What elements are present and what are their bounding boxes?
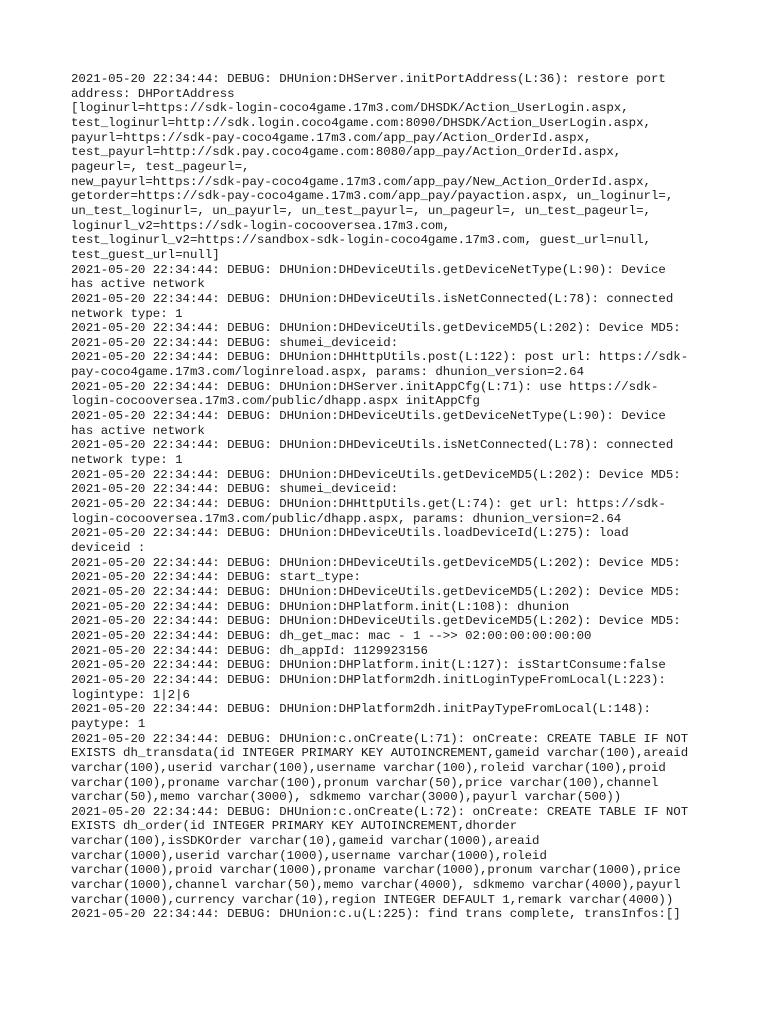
- log-line: 2021-05-20 22:34:44: DEBUG: DHUnion:DHPlatform2dh.initPayTypeFromLocal(L:148):: [71, 702, 651, 717]
- log-line: un_test_loginurl=, un_payurl=, un_test_payurl=, un_pageurl=, un_test_pageurl=,: [71, 203, 651, 218]
- log-line: test_loginurl_v2=https://sandbox-sdk-login-coco4game.17m3.com, guest_url=null,: [71, 233, 651, 248]
- log-line: 2021-05-20 22:34:44: DEBUG: DHUnion:c.onCreate(L:71): onCreate: CREATE TABLE IF NOT: [71, 731, 689, 746]
- log-line: 2021-05-20 22:34:44: DEBUG: DHUnion:DHDeviceUtils.getDeviceMD5(L:202): Device MD5:: [71, 321, 681, 336]
- log-line: 2021-05-20 22:34:44: DEBUG: DHUnion:DHPlatform.init(L:127): isStartConsume:false: [71, 658, 666, 673]
- log-line: [loginurl=https://sdk-login-coco4game.17m3.com/DHSDK/Action_UserLogin.aspx,: [71, 101, 629, 116]
- log-line: has active network: [71, 277, 205, 292]
- log-line: logintype: 1|2|6: [71, 687, 190, 702]
- log-line: 2021-05-20 22:34:44: DEBUG: dh_get_mac: mac - 1 -->> 02:00:00:00:00:00: [71, 628, 592, 643]
- log-line: 2021-05-20 22:34:44: DEBUG: DHUnion:c.u(L:225): find trans complete, transInfos:[]: [71, 907, 681, 922]
- log-line: EXISTS dh_transdata(id INTEGER PRIMARY KEY AUTOINCREMENT,gameid varchar(100),areaid: [71, 746, 689, 761]
- log-line: payurl=https://sdk-pay-coco4game.17m3.com/app_pay/Action_OrderId.aspx,: [71, 130, 592, 145]
- log-line: 2021-05-20 22:34:44: DEBUG: DHUnion:DHPlatform.init(L:108): dhunion: [71, 599, 570, 614]
- log-line: 2021-05-20 22:34:44: DEBUG: DHUnion:DHDeviceUtils.loadDeviceId(L:275): load: [71, 526, 629, 541]
- log-line: deviceid :: [71, 541, 146, 555]
- log-line: 2021-05-20 22:34:44: DEBUG: shumei_deviceid:: [71, 482, 399, 497]
- log-line: varchar(1000),channel varchar(50),memo varchar(4000), sdkmemo varchar(4000),payurl: [71, 878, 681, 893]
- log-line: 2021-05-20 22:34:44: DEBUG: DHUnion:DHServer.initAppCfg(L:71): use https://sdk-: [71, 379, 659, 394]
- log-line: varchar(1000),currency varchar(10),region INTEGER DEFAULT 1,remark varchar(4000)): [71, 892, 674, 907]
- log-line: loginurl_v2=https://sdk-login-cocooversea.17m3.com,: [71, 218, 451, 233]
- log-line: 2021-05-20 22:34:44: DEBUG: DHUnion:DHServer.initPortAddress(L:36): restore port: [71, 72, 666, 86]
- log-line: pay-coco4game.17m3.com/loginreload.aspx, params: dhunion_version=2.64: [71, 365, 585, 380]
- log-line: test_guest_url=null]: [71, 247, 220, 262]
- log-line: varchar(1000),proid varchar(1000),proname varchar(1000),pronum varchar(1000),price: [71, 863, 681, 878]
- log-line: 2021-05-20 22:34:44: DEBUG: dh_appId: 1129923156: [71, 643, 428, 658]
- log-line: 2021-05-20 22:34:44: DEBUG: DHUnion:DHDeviceUtils.getDeviceMD5(L:202): Device MD5:: [71, 555, 681, 570]
- log-line: 2021-05-20 22:34:44: DEBUG: DHUnion:DHHttpUtils.post(L:122): post url: https://sdk-: [71, 350, 689, 365]
- debug-log-document: [71, 72, 711, 922]
- log-line: 2021-05-20 22:34:44: DEBUG: shumei_deviceid:: [71, 335, 399, 350]
- log-line: varchar(50),memo varchar(3000), sdkmemo varchar(3000),payurl varchar(500)): [71, 790, 622, 805]
- log-line: login-cocooversea.17m3.com/public/dhapp.aspx, params: dhunion_version=2.64: [71, 511, 622, 526]
- log-line: getorder=https://sdk-pay-coco4game.17m3.com/app_pay/payaction.aspx, un_loginurl=,: [71, 189, 674, 204]
- log-line: 2021-05-20 22:34:44: DEBUG: DHUnion:DHDeviceUtils.getDeviceNetType(L:90): Device: [71, 409, 666, 424]
- log-line: EXISTS dh_order(id INTEGER PRIMARY KEY AUTOINCREMENT,dhorder: [71, 819, 518, 834]
- log-line: 2021-05-20 22:34:44: DEBUG: DHUnion:DHDeviceUtils.isNetConnected(L:78): connected: [71, 438, 674, 453]
- log-line: 2021-05-20 22:34:44: DEBUG: DHUnion:DHDeviceUtils.isNetConnected(L:78): connected: [71, 291, 674, 306]
- log-line: new_payurl=https://sdk-pay-coco4game.17m3.com/app_pay/New_Action_OrderId.aspx,: [71, 174, 651, 189]
- log-line: pageurl=, test_pageurl=,: [71, 159, 250, 174]
- log-line: login-cocooversea.17m3.com/public/dhapp.aspx initAppCfg: [71, 394, 480, 409]
- log-line: has active network: [71, 423, 205, 438]
- log-line: varchar(1000),userid varchar(1000),username varchar(1000),roleid: [71, 848, 547, 863]
- log-line: address: DHPortAddress: [71, 86, 235, 101]
- log-line: 2021-05-20 22:34:44: DEBUG: DHUnion:DHDeviceUtils.getDeviceMD5(L:202): Device MD5:: [71, 467, 681, 482]
- log-line: 2021-05-20 22:34:44: DEBUG: DHUnion:DHHttpUtils.get(L:74): get url: https://sdk-: [71, 497, 666, 512]
- log-line: network type: 1: [71, 453, 183, 468]
- log-line: network type: 1: [71, 306, 183, 321]
- log-line: 2021-05-20 22:34:44: DEBUG: DHUnion:DHPlatform2dh.initLoginTypeFromLocal(L:223):: [71, 672, 666, 687]
- log-line: test_loginurl=http://sdk.login.coco4game.com:8090/DHSDK/Action_UserLogin.aspx,: [71, 115, 651, 130]
- log-line: 2021-05-20 22:34:44: DEBUG: DHUnion:c.onCreate(L:72): onCreate: CREATE TABLE IF NOT: [71, 804, 689, 819]
- log-line: test_payurl=http://sdk.pay.coco4game.com:8080/app_pay/Action_OrderId.aspx,: [71, 145, 622, 160]
- log-line: varchar(100),isSDKOrder varchar(10),gameid varchar(1000),areaid: [71, 834, 540, 849]
- log-line: paytype: 1: [71, 716, 146, 731]
- log-line: 2021-05-20 22:34:44: DEBUG: DHUnion:DHDeviceUtils.getDeviceMD5(L:202): Device MD5:: [71, 584, 681, 599]
- log-line: varchar(100),userid varchar(100),username varchar(100),roleid varchar(100),proid: [71, 760, 666, 775]
- log-line: 2021-05-20 22:34:44: DEBUG: DHUnion:DHDeviceUtils.getDeviceNetType(L:90): Device: [71, 262, 666, 277]
- log-line: 2021-05-20 22:34:44: DEBUG: DHUnion:DHDeviceUtils.getDeviceMD5(L:202): Device MD5:: [71, 614, 681, 629]
- log-line: 2021-05-20 22:34:44: DEBUG: start_type:: [71, 570, 361, 585]
- log-line: varchar(100),proname varchar(100),pronum varchar(50),price varchar(100),channel: [71, 775, 659, 790]
